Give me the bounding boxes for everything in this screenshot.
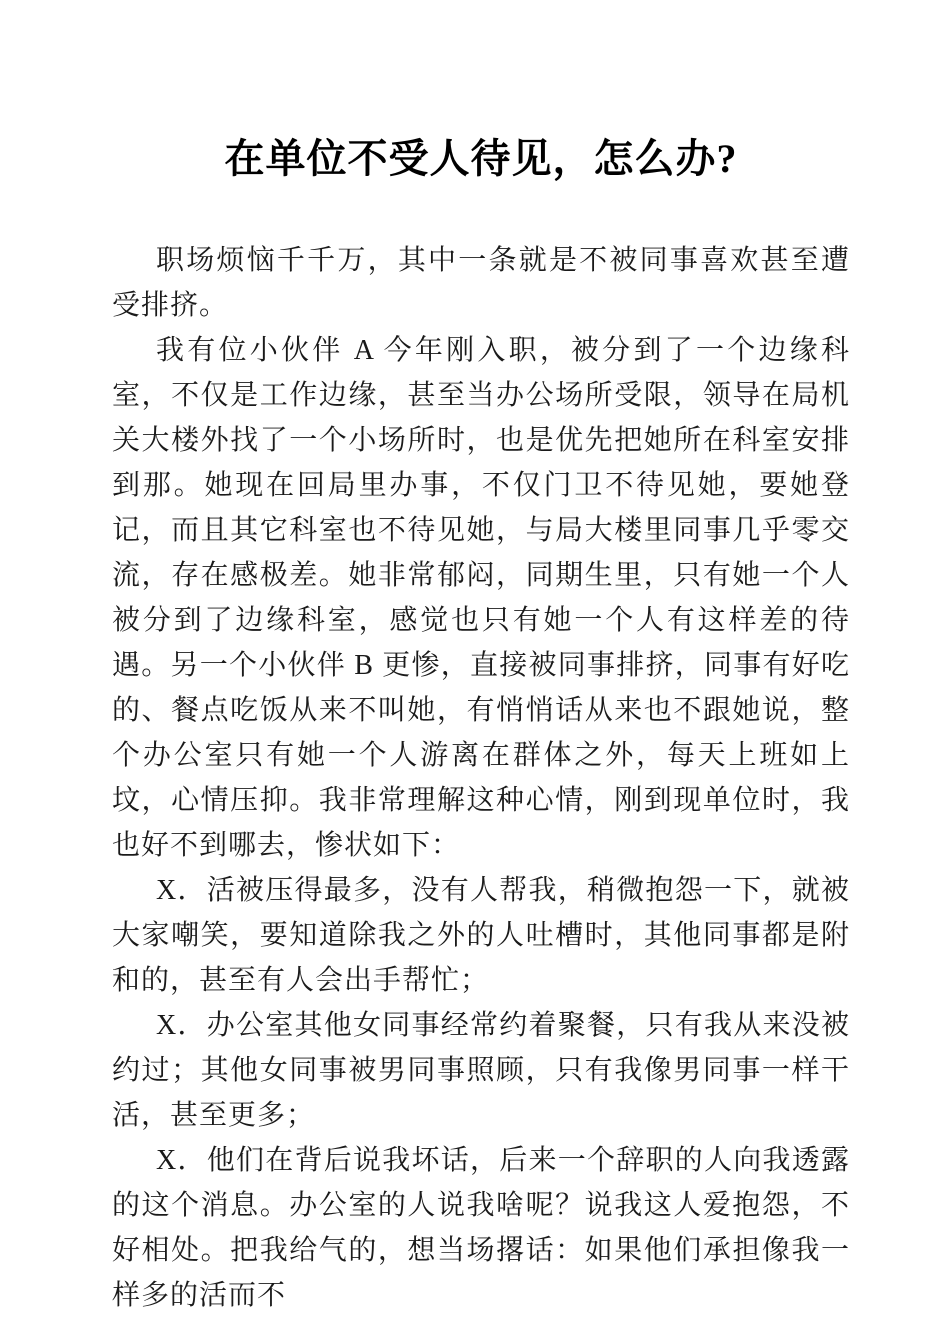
paragraph-item-3: X．他们在背后说我坏话，后来一个辞职的人向我透露的这个消息。办公室的人说我啥呢？说我这人爱抱怨，不好相处。把我给气的，想当场撂话：如果他们承担像我一样多的活而不: [112, 1145, 850, 1311]
paragraph-item-2: X．办公室其他女同事经常约着聚餐，只有我从来没被约过；其他女同事被男同事照顾，只有我像男同事一样干活，甚至更多；: [112, 1010, 850, 1131]
paragraph-intro: 职场烦恼千千万，其中一条就是不被同事喜欢甚至遭受排挤。: [112, 245, 850, 321]
paragraph-story: 我有位小伙伴 A 今年刚入职，被分到了一个边缘科室，不仅是工作边缘，甚至当办公场所受限，领导在局机关大楼外找了一个小场所时，也是优先把她所在科室安排到那。她现在回局里办事，不仅门卫不待见她，要她登记，而且其它科室也不待见她，与局大楼里同事几乎零交流，存在感极差。她非常郁闷，同期生里，只有她一个人被分到了边缘科室，感觉也只有她一个人有这样差的待遇。另一个小伙伴 B 更惨，直接被同事排挤，同事有好吃的、餐点吃饭从来不叫她，有悄悄话从来也不跟她说，整个办公室只有她一个人游离在群体之外，每天上班如上坟，心情压抑。我非常理解这种心情，刚到现单位时，我也好不到哪去，惨状如下：: [112, 335, 850, 861]
document-title: 在单位不受人待见，怎么办?: [224, 136, 738, 181]
paragraph-item-1: X．活被压得最多，没有人帮我，稍微抱怨一下，就被大家嘲笑，要知道除我之外的人吐槽时，其他同事都是附和的，甚至有人会出手帮忙；: [112, 875, 850, 996]
